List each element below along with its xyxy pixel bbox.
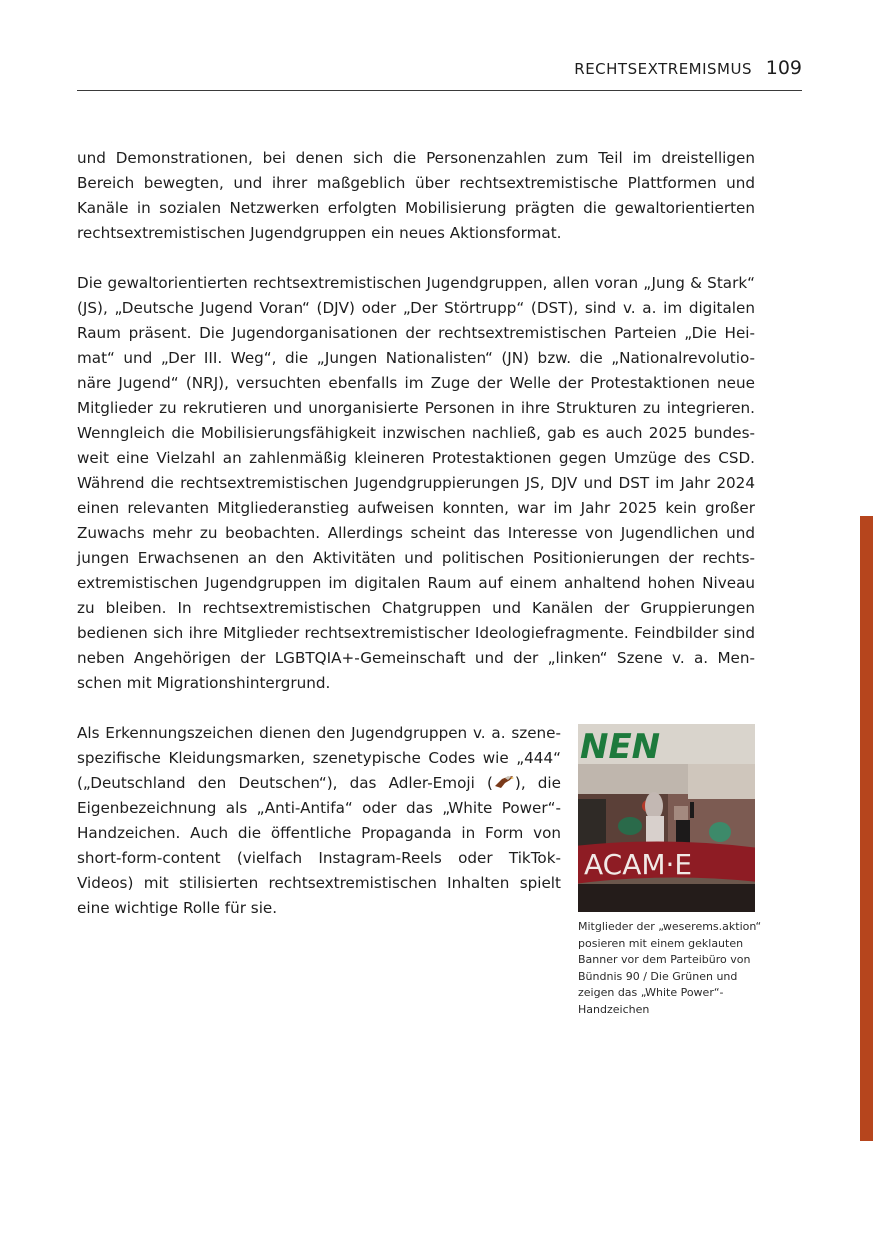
- text-line: Die gewaltorientierten rechtsextremistischen Jugendgruppen, allen voran „Jung & Stark“: [77, 274, 755, 292]
- text-line: Während die rechtsextremistischen Jugendgruppierungen JS, DJV und DST im Jahr 2024: [77, 474, 755, 492]
- caption-line: Mitglieder der „weserems.aktion“: [578, 920, 762, 933]
- text-line: spezifische Kleidungsmarken, szenetypische Codes wie „444“: [77, 749, 561, 767]
- photo-banner-group: [578, 724, 755, 912]
- eagle-emoji-icon: [493, 774, 515, 790]
- text-line: jungen Erwachsenen an den Aktivitäten und politischen Positionierungen der rechts-: [77, 549, 755, 567]
- text-line: Videos) mit stilisierten rechtsextremistischen Inhalten spielt: [77, 874, 561, 892]
- paragraph-1: [77, 146, 755, 246]
- sign-text: NEN: [580, 727, 661, 767]
- caption-line: posieren mit einem geklauten: [578, 936, 744, 950]
- text-line: einen relevanten Mitgliederanstieg aufweisen konnten, war im Jahr 2025 kein großer: [77, 499, 755, 517]
- text-line: Mitglieder zu rekrutieren und unorganisierte Personen in ihre Strukturen zu integrieren.: [77, 399, 755, 417]
- text-line: neben Angehörigen der LGBTQIA+-Gemeinschaft und der „linken“ Szene v. a. Men-: [77, 649, 755, 667]
- section-title: RECHTSEXTREMISMUS: [574, 60, 752, 78]
- page-number: 109: [765, 57, 802, 79]
- photo-caption: [578, 919, 768, 1018]
- text-line: Wenngleich die Mobilisierungsfähigkeit inzwischen nachließ, gab es auch 2025 bundes-: [77, 424, 755, 442]
- text-line: Eigenbezeichnung als „Anti-Antifa“ oder das „White Power“-: [77, 799, 561, 817]
- text-line: extremistischen Jugendgruppen im digitalen Raum auf einem anhaltend hohen Niveau: [77, 574, 755, 592]
- caption-line: zeigen das „White Power“-: [578, 986, 724, 999]
- text-line: mat“ und „Der III. Weg“, die „Jungen Nationalisten“ (JN) bzw. die „Nationalrevolutio-: [77, 349, 755, 367]
- text-line: schen mit Migrationshintergrund.: [77, 674, 331, 692]
- photo-illustration: [578, 724, 755, 912]
- text-line: rechtsextremistischen Jugendgruppen ein neues Aktionsformat.: [77, 224, 562, 242]
- text-line: näre Jugend“ (NRJ), versuchten ebenfalls im Zuge der Welle der Protestaktionen neue: [77, 374, 755, 392]
- text-segment: ), die: [514, 774, 561, 792]
- chapter-accent-bar: [860, 516, 873, 1141]
- text-line: (JS), „Deutsche Jugend Voran“ (DJV) oder „Der Störtrupp“ (DST), sind v. a. im digitalen: [77, 299, 755, 317]
- text-line: und Demonstrationen, bei denen sich die Personenzahlen zum Teil im dreistelligen: [77, 149, 755, 167]
- caption-line: Bündnis 90 / Die Grünen und: [578, 969, 738, 983]
- text-line: Bereich bewegten, und ihrer maßgeblich über rechtsextremistische Plattformen und: [77, 174, 755, 192]
- text-line: Als Erkennungszeichen dienen den Jugendgruppen v. a. szene-: [77, 724, 561, 742]
- text-line: zu bleiben. In rechtsextremistischen Chatgruppen und Kanälen der Gruppierungen: [77, 599, 755, 617]
- text-line: eine wichtige Rolle für sie.: [77, 899, 278, 917]
- text-line: Kanäle in sozialen Netzwerken erfolgten Mobilisierung prägten die gewaltorientierten: [77, 199, 755, 217]
- text-line-with-emoji: [77, 771, 561, 796]
- text-line: Zuwachs mehr zu beobachten. Allerdings scheint das Interesse von Jugendlichen und: [77, 524, 755, 542]
- banner-text: ACAM·E: [584, 848, 693, 881]
- text-line: short-form-content (vielfach Instagram-Reels oder TikTok-: [77, 849, 561, 867]
- text-line: bedienen sich ihre Mitglieder rechtsextremistischer Ideologiefragmente. Feindbilder sind: [77, 624, 755, 642]
- paragraph-2: [77, 271, 755, 696]
- page-header: [77, 56, 802, 91]
- caption-line: Banner vor dem Parteibüro von: [578, 953, 751, 966]
- caption-line: Handzeichen: [578, 1002, 650, 1016]
- text-line: Handzeichen. Auch die öffentliche Propaganda in Form von: [77, 824, 561, 842]
- text-line: Raum präsent. Die Jugendorganisationen der rechtsextremistischen Parteien „Die Hei-: [77, 324, 755, 342]
- text-segment: („Deutschland den Deutschen“), das Adler-Emoji (: [77, 774, 493, 792]
- text-line: weit eine Vielzahl an zahlenmäßig kleineren Protestaktionen gegen Umzüge des CSD.: [77, 449, 755, 467]
- paragraph-3: [77, 721, 561, 921]
